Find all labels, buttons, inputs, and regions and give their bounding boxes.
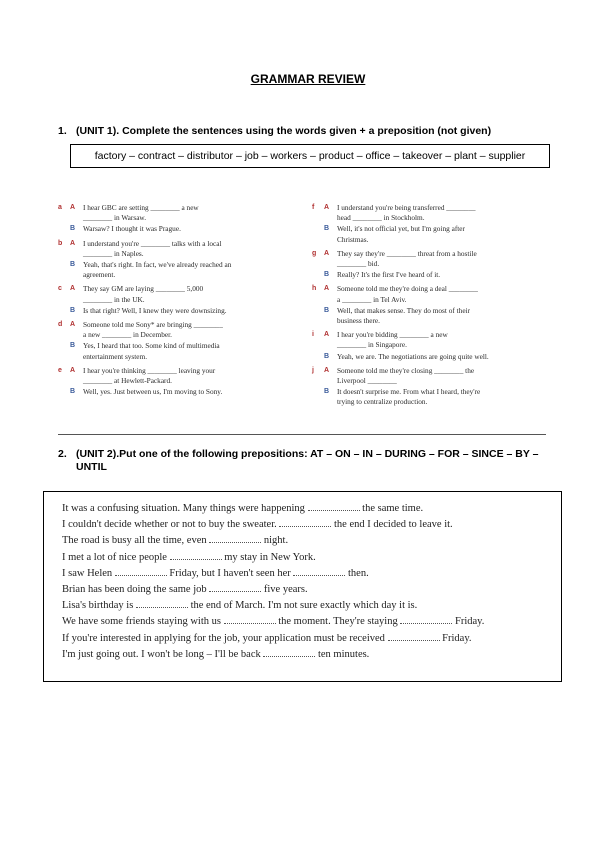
- dialogue-text-line: I understand you're being transferred ________: [337, 203, 476, 212]
- dialogue-line: [58, 239, 290, 259]
- dialogue-text-line: agreement.: [83, 270, 116, 280]
- dialogue-line: [58, 341, 290, 361]
- dialogue-text-line: head ________ in Stockholm.: [337, 213, 425, 223]
- question-1-number: 1.: [58, 125, 67, 137]
- speaker-label: B: [324, 271, 330, 279]
- dialogue-text: [83, 341, 290, 361]
- dialogue-line: [312, 366, 544, 386]
- speaker-label: A: [70, 239, 76, 247]
- dialogue-text-line: business there.: [337, 316, 380, 326]
- item-letter: [312, 224, 324, 244]
- dialogue-text: [83, 306, 290, 316]
- sentence-text: the end of March. I'm not sure exactly which day it is.: [187, 600, 418, 612]
- dialogue-text-line: entertainment system.: [83, 351, 148, 361]
- dialogue-text-line: a new ________ in December.: [83, 330, 172, 340]
- speaker-label: B: [70, 388, 76, 396]
- dialogue-text-line: Yeah, that's right. In fact, we've already reached an: [83, 260, 232, 270]
- sentence-text: The road is busy all the time, even: [62, 535, 210, 547]
- item-letter: b: [58, 239, 63, 247]
- speaker-label: A: [324, 285, 330, 293]
- item-letter: c: [58, 285, 62, 293]
- dialogue-text-line: Yes, I heard that too. Some kind of multimedia: [83, 341, 220, 351]
- item-letter: d: [58, 321, 63, 329]
- dialogue-line: [58, 387, 290, 397]
- question-2: [58, 448, 538, 474]
- dialogue-line: [312, 203, 544, 223]
- sentence-text: Friday, but I haven't seen her: [166, 567, 294, 579]
- answer-blank[interactable]: [209, 583, 261, 592]
- dialogue-line: [58, 224, 290, 234]
- divider: [58, 434, 546, 435]
- dialogue-text-line: Really? It's the first I've heard of it.: [337, 270, 441, 280]
- dialogue-line: [58, 306, 290, 316]
- sentence-text: Friday.: [452, 616, 485, 628]
- item-letter: [58, 341, 70, 361]
- answer-blank[interactable]: [136, 599, 188, 608]
- sentence-text: I couldn't decide whether or not to buy the sweater.: [62, 519, 280, 531]
- speaker-label: A: [324, 331, 330, 339]
- question-1-text: (UNIT 1). Complete the sentences using the words given + a preposition (not given): [76, 125, 492, 137]
- item-letter: e: [58, 366, 62, 374]
- answer-blank[interactable]: [388, 632, 440, 641]
- dialogue-text: [337, 203, 544, 223]
- dialogue-text: [337, 270, 544, 280]
- sentence: [62, 648, 369, 660]
- dialogue-text: [83, 320, 290, 340]
- item-letter: h: [312, 285, 317, 293]
- dialogue-text-line: ________ at Hewlett-Packard.: [83, 376, 172, 386]
- dialogue-line: [312, 387, 544, 407]
- dialogue-text-line: ________ in the UK.: [83, 294, 145, 304]
- dialogue-text-line: Yeah, we are. The negotiations are going quite well.: [337, 351, 489, 361]
- speaker-label: B: [324, 352, 330, 360]
- answer-blank[interactable]: [308, 502, 360, 511]
- question-2-text-line2: UNTIL: [76, 461, 107, 473]
- exercise-1-dialogues: [58, 189, 546, 432]
- sentence: [62, 502, 423, 514]
- sentence-text: It was a confusing situation. Many things were happening: [62, 503, 308, 514]
- dialogue-line: [312, 270, 544, 280]
- speaker-label: B: [70, 261, 76, 269]
- page-title: GRAMMAR REVIEW: [250, 72, 366, 86]
- dialogue-text: [83, 366, 290, 386]
- sentence: [62, 567, 369, 579]
- dialogue-text: [337, 284, 544, 304]
- dialogue-text-line: Well, yes. Just between us, I'm moving to Sony.: [83, 387, 223, 397]
- speaker-label: B: [324, 306, 330, 314]
- speaker-label: B: [70, 225, 76, 233]
- sentence: [62, 615, 484, 627]
- dialogue-line: [312, 306, 544, 326]
- item-letter: f: [312, 204, 315, 211]
- sentence: [62, 632, 472, 644]
- word-box: factory – contract – distributor – job – workers – product – office – takeover – plant – supplier: [70, 144, 550, 168]
- sentence-text: five years.: [261, 584, 308, 595]
- item-letter: [58, 387, 70, 397]
- sentence-text: Lisa's birthday is: [62, 600, 136, 612]
- dialogue-text-line: It doesn't surprise me. From what I heard, they're: [337, 387, 481, 397]
- dialogue-text: [83, 387, 290, 397]
- dialogue-text-line: ________ bid.: [337, 259, 380, 269]
- sentence-text: I'm just going out. I won't be long – I'll be back: [62, 648, 264, 660]
- dialogue-text: [83, 203, 290, 223]
- dialogue-text: [337, 249, 544, 269]
- sentence: [62, 599, 417, 611]
- speaker-label: B: [70, 342, 76, 350]
- item-letter: [312, 306, 324, 326]
- exercise-1-left-column: [58, 203, 290, 401]
- sentence-text: Friday.: [439, 632, 472, 644]
- question-2-number: 2.: [58, 448, 67, 460]
- dialogue-text-line: ________ in Warsaw.: [83, 213, 147, 223]
- sentence: [62, 518, 453, 530]
- sentence: [62, 583, 308, 595]
- dialogue-text: [337, 352, 544, 362]
- dialogue-text-line: a ________ in Tel Aviv.: [337, 294, 407, 304]
- dialogue-line: [58, 320, 290, 340]
- dialogue-line: [58, 260, 290, 280]
- dialogue-text-line: ________ in Naples.: [83, 248, 144, 258]
- dialogue-line: [312, 352, 544, 362]
- dialogue-line: [58, 284, 290, 304]
- question-1: [58, 125, 491, 138]
- dialogue-text-line: Someone told me they're closing ________ the: [337, 365, 475, 375]
- item-letter: [58, 306, 70, 316]
- dialogue-text: [337, 330, 544, 350]
- sentence-text: then.: [345, 567, 369, 579]
- dialogue-line: [58, 366, 290, 386]
- speaker-label: A: [70, 321, 76, 329]
- dialogue-text-line: Is that right? Well, I knew they were downsizing.: [83, 305, 227, 315]
- answer-blank[interactable]: [279, 518, 331, 527]
- item-letter: [312, 352, 324, 362]
- dialogue-text: [83, 260, 290, 280]
- speaker-label: A: [70, 285, 76, 293]
- answer-blank[interactable]: [209, 534, 261, 543]
- sentence-text: the end I decided to leave it.: [331, 519, 453, 531]
- item-letter: g: [312, 249, 317, 257]
- dialogue-text-line: Well, that makes sense. They do most of their: [337, 305, 471, 315]
- dialogue-text-line: I hear you're thinking ________ leaving your: [83, 365, 216, 375]
- sentence-text: the same time.: [359, 503, 424, 514]
- sentence-text: If you're interested in applying for the job, your application must be received: [62, 632, 388, 644]
- dialogue-line: [312, 284, 544, 304]
- sentence-text: I met a lot of nice people: [62, 551, 170, 563]
- dialogue-text: [337, 306, 544, 326]
- speaker-label: B: [70, 306, 76, 314]
- speaker-label: A: [324, 249, 330, 257]
- dialogue-text-line: I hear GBC are setting ________ a new: [83, 203, 199, 212]
- answer-blank[interactable]: [293, 567, 345, 576]
- speaker-label: A: [70, 366, 76, 374]
- item-letter: [58, 260, 70, 280]
- item-letter: [58, 224, 70, 234]
- speaker-label: A: [324, 366, 330, 374]
- speaker-label: A: [324, 204, 330, 211]
- dialogue-text-line: Warsaw? I thought it was Prague.: [83, 224, 181, 234]
- sentence-text: the moment. They're staying: [275, 616, 401, 628]
- dialogue-text-line: trying to centralize production.: [337, 397, 428, 407]
- dialogue-text: [337, 387, 544, 407]
- item-letter: [312, 387, 324, 407]
- dialogue-line: [312, 224, 544, 244]
- answer-blank[interactable]: [263, 648, 315, 657]
- sentence-text: night.: [261, 535, 289, 547]
- dialogue-text-line: Someone told me Sony* are bringing ________: [83, 320, 223, 330]
- dialogue-line: [312, 249, 544, 269]
- item-letter: i: [312, 331, 314, 339]
- dialogue-line: [312, 330, 544, 350]
- dialogue-text: [83, 284, 290, 304]
- dialogue-text: [83, 224, 290, 234]
- dialogue-text-line: Someone told me they're doing a deal ________: [337, 284, 478, 294]
- dialogue-text-line: Christmas.: [337, 234, 369, 244]
- dialogue-line: [58, 203, 290, 223]
- sentence: [62, 534, 288, 546]
- answer-blank[interactable]: [224, 615, 276, 624]
- answer-blank[interactable]: [115, 567, 167, 576]
- dialogue-text: [83, 239, 290, 259]
- item-letter: [312, 270, 324, 280]
- dialogue-text-line: I understand you're ________ talks with a local: [83, 238, 222, 248]
- exercise-1-right-column: [312, 203, 544, 412]
- sentence: [62, 551, 316, 563]
- dialogue-text-line: I hear you're bidding ________ a new: [337, 330, 448, 340]
- speaker-label: B: [324, 388, 330, 396]
- sentence-text: my stay in New York.: [221, 551, 316, 563]
- item-letter: j: [312, 366, 314, 374]
- dialogue-text: [337, 224, 544, 244]
- dialogue-text-line: They say GM are laying ________ 5,000: [83, 284, 204, 294]
- dialogue-text-line: Well, it's not official yet, but I'm going after: [337, 224, 465, 234]
- dialogue-text-line: Liverpool ________: [337, 376, 397, 386]
- item-letter: a: [58, 204, 62, 211]
- sentence-text: Brian has been doing the same job: [62, 584, 210, 595]
- sentence-text: ten minutes.: [315, 648, 370, 660]
- speaker-label: B: [324, 225, 330, 233]
- sentence-text: I saw Helen: [62, 567, 115, 579]
- sentence-text: We have some friends staying with us: [62, 616, 224, 628]
- dialogue-text-line: They say they're ________ threat from a hostile: [337, 248, 477, 258]
- answer-blank[interactable]: [400, 615, 452, 624]
- speaker-label: A: [70, 204, 76, 211]
- question-2-text-line1: (UNIT 2).Put one of the following prepositions: AT – ON – IN – DURING – FOR – SINCE – BY –: [76, 448, 539, 460]
- answer-blank[interactable]: [170, 551, 222, 560]
- dialogue-text-line: ________ in Singapore.: [337, 340, 407, 350]
- dialogue-text: [337, 366, 544, 386]
